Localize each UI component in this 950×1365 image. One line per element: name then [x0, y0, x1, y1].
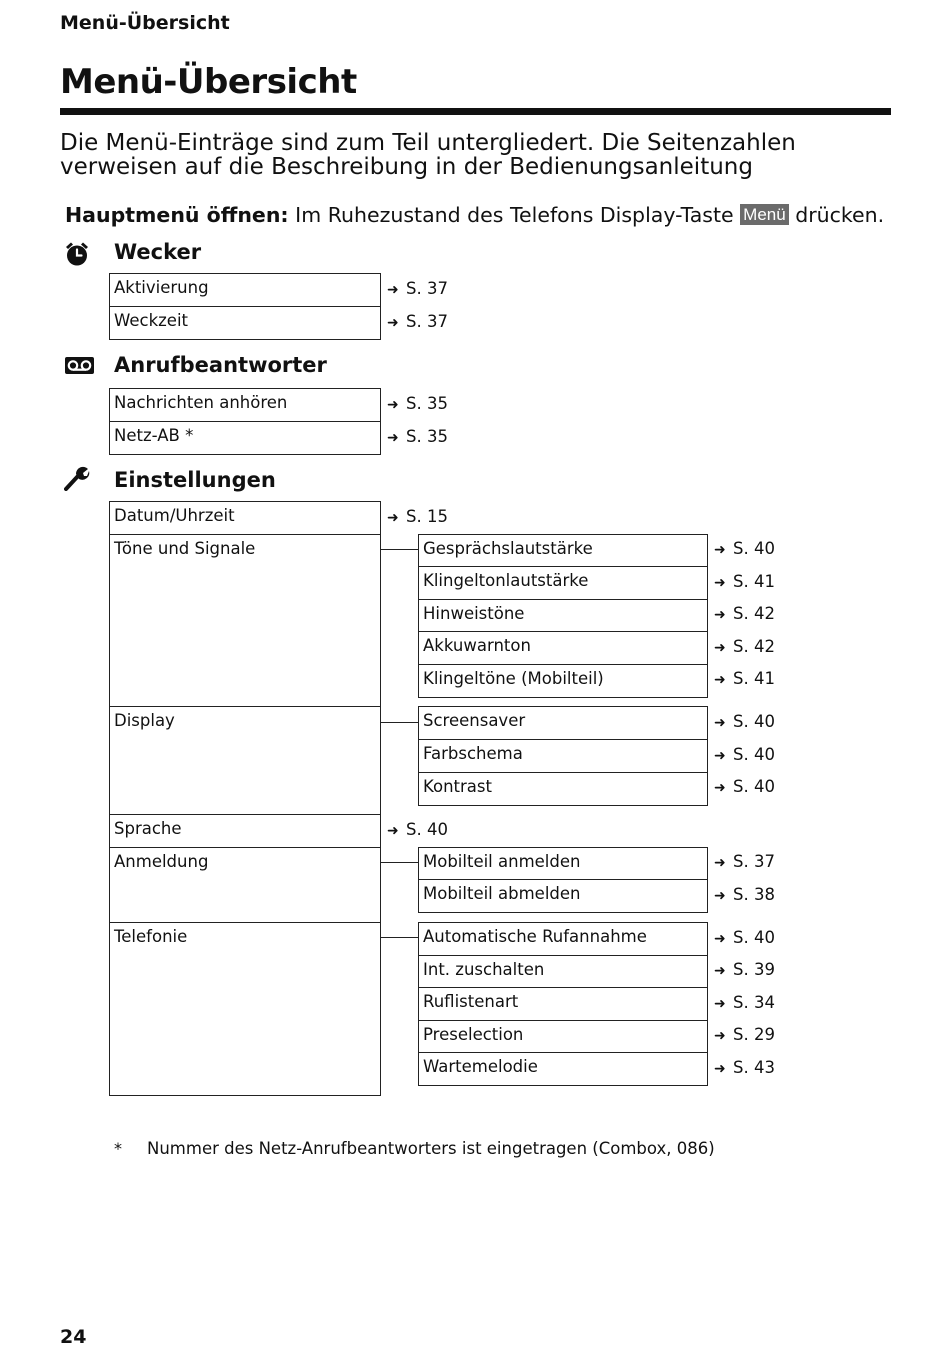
menu-item-label: Nachrichten anhören	[114, 393, 288, 412]
page-ref-text: S. 40	[406, 820, 448, 839]
title-rule	[60, 108, 891, 115]
page-ref	[714, 1025, 775, 1044]
arrow-icon: ➜	[714, 1061, 726, 1077]
submenu-item	[418, 879, 708, 913]
connector-line	[381, 549, 418, 550]
page-ref-text: S. 41	[733, 669, 775, 688]
submenu-item	[418, 955, 708, 989]
page-ref-text: S. 43	[733, 1058, 775, 1077]
menu-item-label: Telefonie	[114, 927, 188, 946]
menu-item-weckzeit	[109, 306, 381, 340]
submenu-item	[418, 664, 708, 698]
page-ref	[714, 1058, 775, 1077]
arrow-icon: ➜	[714, 542, 726, 558]
page-ref-text: S. 35	[406, 427, 448, 446]
menu-item-toene-und-signale	[109, 534, 381, 707]
connector-line	[381, 862, 418, 863]
submenu-label: Farbschema	[423, 744, 523, 763]
menu-item-sprache	[109, 814, 381, 848]
submenu-label: Screensaver	[423, 711, 526, 730]
page-number: 24	[60, 1326, 87, 1348]
arrow-icon: ➜	[714, 931, 726, 947]
page-title: Menü-Übersicht	[60, 62, 357, 102]
arrow-icon: ➜	[387, 823, 399, 839]
submenu-label: Hinweistöne	[423, 604, 525, 623]
page-ref-text: S. 40	[733, 745, 775, 764]
submenu-item	[418, 631, 708, 665]
page-ref	[714, 928, 775, 947]
submenu-label: Ruflistenart	[423, 992, 519, 1011]
arrow-icon: ➜	[387, 315, 399, 331]
page-ref-text: S. 40	[733, 539, 775, 558]
menu-item-datum-uhrzeit	[109, 501, 381, 535]
page-ref-text: S. 37	[733, 852, 775, 871]
page-ref-text: S. 37	[406, 312, 448, 331]
menu-item-label: Display	[114, 711, 175, 730]
page-ref	[387, 312, 448, 331]
submenu-label: Akkuwarnton	[423, 636, 531, 655]
page-ref	[387, 279, 448, 298]
connector-line	[381, 722, 418, 723]
page-ref-text: S. 35	[406, 394, 448, 413]
intro-text: Die Menü-Einträge sind zum Teil untergliedert. Die Seitenzahlen verweisen auf die Beschreibung in der Bedienungsanleitung	[60, 130, 796, 180]
open-menu-instruction	[65, 203, 884, 227]
submenu-label: Mobilteil abmelden	[423, 884, 581, 903]
page-ref	[714, 852, 775, 871]
arrow-icon: ➜	[714, 963, 726, 979]
page-ref-text: S. 29	[733, 1025, 775, 1044]
submenu-item	[418, 706, 708, 740]
submenu-item	[418, 1020, 708, 1054]
menu-key: Menü	[740, 204, 789, 225]
arrow-icon: ➜	[387, 510, 399, 526]
page-ref	[714, 993, 775, 1012]
menu-item-display	[109, 706, 381, 815]
page-ref	[714, 745, 775, 764]
page-ref	[714, 539, 775, 558]
arrow-icon: ➜	[714, 888, 726, 904]
page-ref	[387, 507, 448, 526]
submenu-item	[418, 599, 708, 633]
page-ref	[387, 394, 448, 413]
page-ref-text: S. 40	[733, 928, 775, 947]
voicemail-icon	[64, 353, 95, 379]
page-ref-text: S. 34	[733, 993, 775, 1012]
page-ref	[714, 669, 775, 688]
arrow-icon: ➜	[714, 640, 726, 656]
page-ref-text: S. 40	[733, 712, 775, 731]
submenu-item	[418, 534, 708, 568]
page-ref-text: S. 40	[733, 777, 775, 796]
page-ref	[714, 960, 775, 979]
connector-line	[381, 937, 418, 938]
arrow-icon: ➜	[714, 715, 726, 731]
page-ref	[387, 820, 448, 839]
submenu-label: Kontrast	[423, 777, 492, 796]
menu-item-label: Weckzeit	[114, 311, 188, 330]
page-ref	[714, 777, 775, 796]
menu-item-label: Netz-AB *	[114, 426, 194, 445]
submenu-label: Klingeltöne (Mobilteil)	[423, 669, 604, 688]
alarm-clock-icon	[64, 241, 90, 267]
section-title-einstellungen: Einstellungen	[114, 468, 276, 492]
page-ref	[387, 427, 448, 446]
menu-item-telefonie	[109, 922, 381, 1096]
page-ref	[714, 712, 775, 731]
arrow-icon: ➜	[714, 672, 726, 688]
submenu-item	[418, 1052, 708, 1086]
arrow-icon: ➜	[387, 430, 399, 446]
submenu-item	[418, 987, 708, 1021]
menu-item-aktivierung	[109, 273, 381, 307]
arrow-icon: ➜	[387, 397, 399, 413]
page-ref-text: S. 15	[406, 507, 448, 526]
section-title-wecker: Wecker	[114, 240, 202, 264]
page-ref-text: S. 39	[733, 960, 775, 979]
submenu-label: Automatische Rufannahme	[423, 927, 647, 946]
arrow-icon: ➜	[714, 748, 726, 764]
running-header: Menü-Übersicht	[60, 12, 230, 34]
instruction-label: Hauptmenü öffnen:	[65, 203, 289, 227]
menu-item-label: Datum/Uhrzeit	[114, 506, 235, 525]
page-ref-text: S. 38	[733, 885, 775, 904]
submenu-item	[418, 739, 708, 773]
arrow-icon: ➜	[714, 855, 726, 871]
submenu-item	[418, 772, 708, 806]
page-ref-text: S. 41	[733, 572, 775, 591]
submenu-item	[418, 566, 708, 600]
submenu-label: Gesprächslautstärke	[423, 539, 593, 558]
page-ref	[714, 572, 775, 591]
menu-item-anmeldung	[109, 847, 381, 923]
menu-item-nachrichten	[109, 388, 381, 422]
submenu-label: Int. zuschalten	[423, 960, 545, 979]
section-title-anrufbeantworter: Anrufbeantworter	[114, 353, 327, 377]
submenu-label: Klingeltonlautstärke	[423, 571, 589, 590]
arrow-icon: ➜	[714, 575, 726, 591]
page-ref	[714, 885, 775, 904]
menu-item-label: Sprache	[114, 819, 182, 838]
footnote-text: Nummer des Netz-Anrufbeantworters ist eingetragen (Combox, 086)	[147, 1139, 715, 1158]
arrow-icon: ➜	[714, 780, 726, 796]
page-ref-text: S. 37	[406, 279, 448, 298]
arrow-icon: ➜	[387, 282, 399, 298]
menu-item-label: Aktivierung	[114, 278, 209, 297]
page-ref	[714, 637, 775, 656]
menu-item-label: Anmeldung	[114, 852, 209, 871]
page-ref	[714, 604, 775, 623]
wrench-icon	[64, 465, 90, 491]
submenu-label: Preselection	[423, 1025, 524, 1044]
submenu-item	[418, 922, 708, 956]
submenu-label: Wartemelodie	[423, 1057, 538, 1076]
instruction-text: Im Ruhezustand des Telefons Display-Taste	[288, 203, 741, 227]
page-ref-text: S. 42	[733, 637, 775, 656]
instruction-text-end: drücken.	[788, 203, 885, 227]
arrow-icon: ➜	[714, 996, 726, 1012]
submenu-label: Mobilteil anmelden	[423, 852, 581, 871]
menu-item-netz-ab	[109, 421, 381, 455]
page-ref-text: S. 42	[733, 604, 775, 623]
submenu-item	[418, 847, 708, 881]
arrow-icon: ➜	[714, 607, 726, 623]
arrow-icon: ➜	[714, 1028, 726, 1044]
menu-item-label: Töne und Signale	[114, 539, 256, 558]
footnote-mark: *	[114, 1139, 122, 1158]
